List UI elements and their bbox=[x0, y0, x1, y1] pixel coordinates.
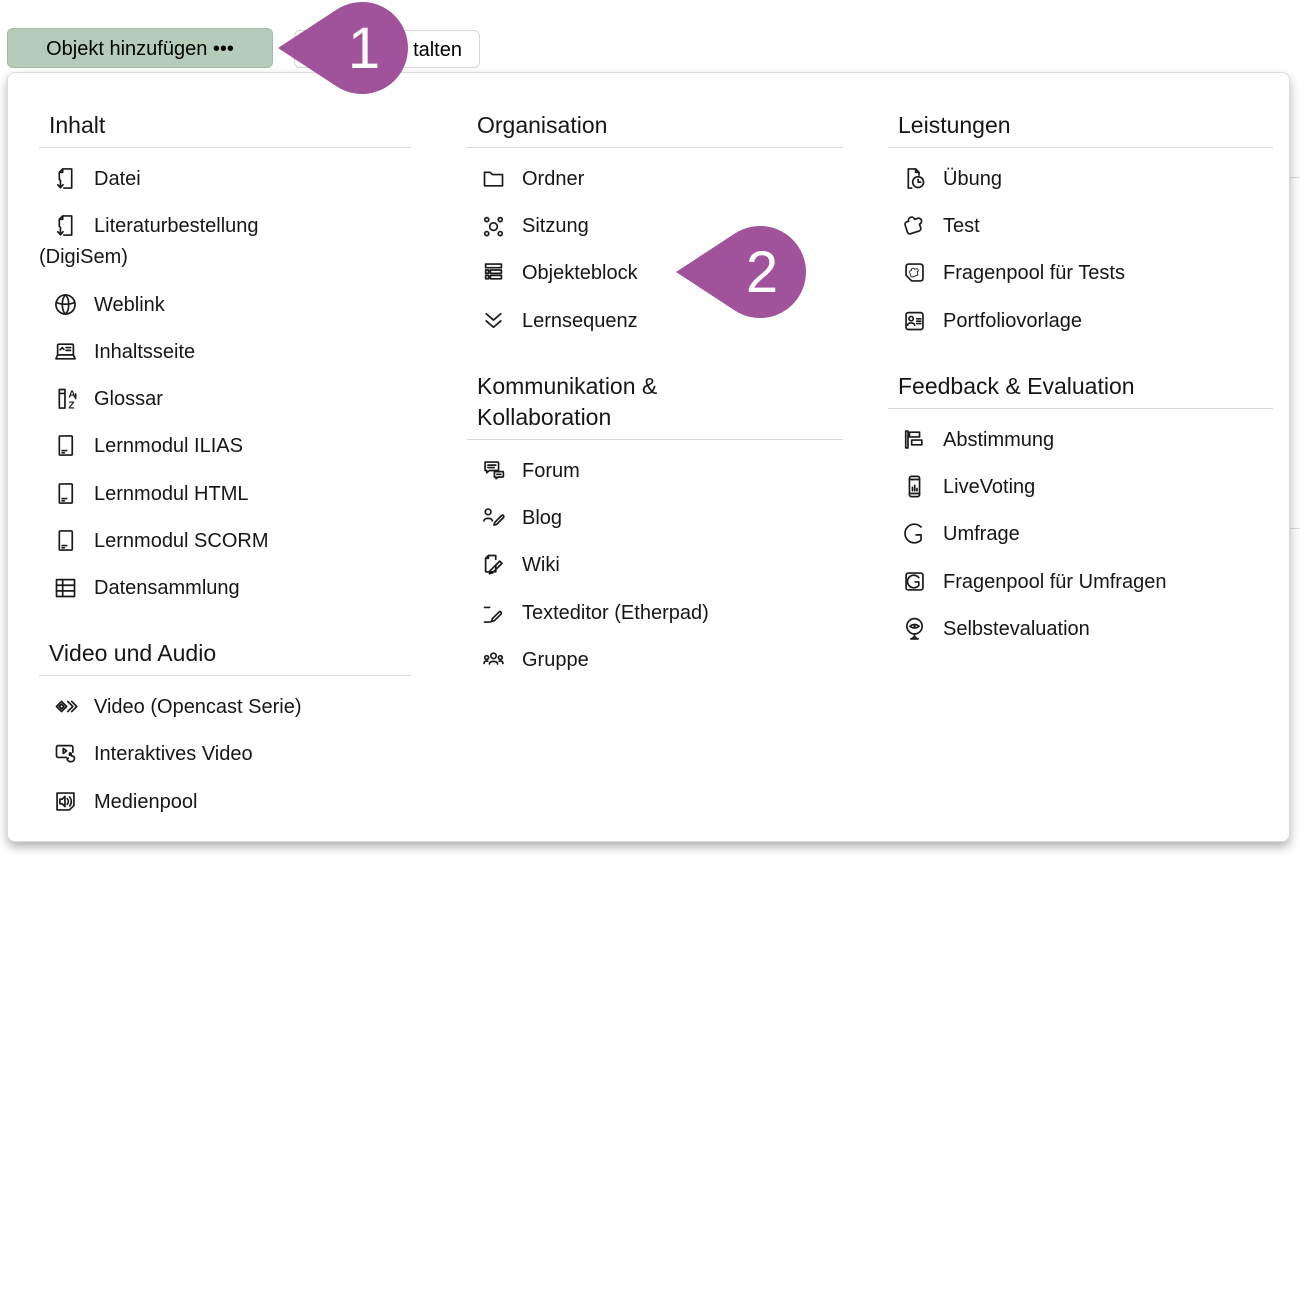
wiki-icon bbox=[480, 551, 507, 578]
menu-item-label: Portfoliovorlage bbox=[943, 309, 1082, 332]
menu-item-label: Sitzung bbox=[522, 215, 589, 238]
file-download-icon bbox=[52, 165, 79, 192]
section-heading: Organisation bbox=[477, 112, 608, 138]
menu-item-inhaltsseite[interactable] bbox=[39, 329, 411, 376]
section-heading: Kommunikation & Kollaboration bbox=[477, 372, 658, 430]
menu-item-uebung[interactable] bbox=[888, 156, 1273, 203]
learning-module-icon bbox=[52, 527, 79, 554]
page-design-button-partial[interactable]: talten bbox=[294, 30, 480, 68]
menu-item-interaktives-video[interactable] bbox=[39, 731, 411, 778]
marker-number: 2 bbox=[745, 240, 779, 305]
menu-item-ordner[interactable] bbox=[467, 156, 843, 203]
menu-column-organisation bbox=[467, 73, 843, 684]
annotation-marker-1 bbox=[278, 2, 410, 96]
question-pool-survey-icon bbox=[901, 568, 928, 595]
menu-column-inhalt bbox=[39, 73, 411, 826]
menu-column-leistungen bbox=[888, 73, 1273, 653]
menu-item-label: Inhaltsseite bbox=[94, 341, 196, 364]
media-pool-icon bbox=[52, 788, 79, 815]
section-inhalt bbox=[39, 110, 411, 612]
menu-item-test[interactable] bbox=[888, 203, 1273, 250]
question-pool-test-icon bbox=[901, 259, 928, 286]
menu-item-video-opencast[interactable] bbox=[39, 684, 411, 731]
menu-item-datensammlung[interactable] bbox=[39, 565, 411, 612]
section-heading: Leistungen bbox=[898, 112, 1011, 138]
etherpad-icon bbox=[480, 599, 507, 626]
section-kommunikation bbox=[467, 371, 843, 684]
menu-item-label: Glossar bbox=[94, 388, 163, 411]
menu-item-label: Fragenpool für Tests bbox=[943, 262, 1125, 285]
menu-item-label: Lernmodul HTML bbox=[94, 482, 249, 505]
menu-item-forum[interactable] bbox=[467, 448, 843, 495]
menu-item-selbstevaluation[interactable] bbox=[888, 606, 1273, 653]
menu-item-label: Lernsequenz bbox=[522, 309, 638, 332]
section-heading: Feedback & Evaluation bbox=[898, 372, 1135, 399]
section-heading: Inhalt bbox=[49, 112, 106, 138]
section-leistungen bbox=[888, 110, 1273, 345]
menu-item-portfoliovorlage[interactable] bbox=[888, 298, 1273, 345]
menu-item-gruppe[interactable] bbox=[467, 637, 843, 684]
menu-item-datei[interactable] bbox=[39, 156, 411, 203]
menu-item-glossar[interactable] bbox=[39, 376, 411, 423]
menu-item-livevoting[interactable] bbox=[888, 464, 1273, 511]
menu-item-label: Weblink bbox=[94, 293, 165, 316]
menu-item-abstimmung[interactable] bbox=[888, 417, 1273, 464]
menu-item-texteditor[interactable] bbox=[467, 590, 843, 637]
blog-icon bbox=[480, 504, 507, 531]
portfolio-template-icon bbox=[901, 307, 928, 334]
menu-item-fragenpool-umfragen[interactable] bbox=[888, 559, 1273, 606]
folder-icon bbox=[480, 165, 507, 192]
globe-icon bbox=[52, 291, 79, 318]
section-video-audio bbox=[39, 638, 411, 826]
poll-icon bbox=[901, 426, 928, 453]
menu-item-label: Lernmodul SCORM bbox=[94, 529, 269, 552]
menu-item-label: Abstimmung bbox=[943, 429, 1055, 452]
learning-module-icon bbox=[52, 480, 79, 507]
menu-item-label: Gruppe bbox=[522, 648, 589, 671]
section-rule bbox=[467, 147, 843, 148]
svg-text:Z: Z bbox=[68, 400, 75, 412]
puzzle-icon bbox=[901, 212, 928, 239]
self-evaluation-icon bbox=[901, 615, 928, 642]
menu-item-label: Umfrage bbox=[943, 523, 1020, 546]
menu-item-blog[interactable] bbox=[467, 495, 843, 542]
object-block-icon bbox=[480, 259, 507, 286]
glossary-icon bbox=[52, 385, 79, 412]
menu-item-label: Blog bbox=[522, 507, 563, 530]
learning-sequence-icon bbox=[480, 307, 507, 334]
menu-item-label: Übung bbox=[943, 168, 1002, 191]
menu-item-umfrage[interactable] bbox=[888, 511, 1273, 558]
menu-item-label: Interaktives Video bbox=[94, 743, 253, 766]
section-rule bbox=[467, 439, 843, 440]
menu-item-label: Medienpool bbox=[94, 790, 198, 813]
menu-item-label: Datei bbox=[94, 168, 141, 191]
menu-item-label: Fragenpool für Umfragen bbox=[943, 570, 1167, 593]
forum-icon bbox=[480, 457, 507, 484]
menu-item-label: Selbstevaluation bbox=[943, 617, 1090, 640]
menu-item-label: Test bbox=[943, 215, 980, 238]
section-heading: Video und Audio bbox=[49, 640, 217, 667]
menu-item-literaturbestellung[interactable] bbox=[39, 203, 334, 281]
menu-item-label: Ordner bbox=[522, 168, 585, 191]
menu-item-label: Texteditor (Etherpad) bbox=[522, 601, 709, 624]
annotation-marker-2 bbox=[676, 226, 808, 320]
menu-item-label: Forum bbox=[522, 460, 580, 483]
group-icon bbox=[480, 646, 507, 673]
menu-item-weblink[interactable] bbox=[39, 282, 411, 329]
menu-item-medienpool[interactable] bbox=[39, 779, 411, 826]
menu-item-lernmodul-scorm[interactable] bbox=[39, 518, 411, 565]
file-download-icon bbox=[52, 212, 79, 239]
learning-module-icon bbox=[52, 432, 79, 459]
menu-item-wiki[interactable] bbox=[467, 542, 843, 589]
menu-item-label: Objekteblock bbox=[522, 262, 638, 285]
section-rule bbox=[39, 675, 411, 676]
interactive-video-icon bbox=[52, 740, 79, 767]
add-object-button[interactable]: Objekt hinzufügen ••• bbox=[7, 28, 273, 68]
survey-icon bbox=[901, 520, 928, 547]
menu-item-lernmodul-ilias[interactable] bbox=[39, 423, 411, 470]
video-series-icon bbox=[52, 693, 79, 720]
section-rule bbox=[888, 408, 1273, 409]
menu-item-label: Datensammlung bbox=[94, 577, 240, 600]
menu-item-label: Literaturbestellung (DigiSem) bbox=[39, 215, 259, 269]
live-voting-icon bbox=[901, 473, 928, 500]
section-rule bbox=[39, 147, 411, 148]
svg-text:A: A bbox=[68, 389, 76, 401]
session-icon bbox=[480, 212, 507, 239]
menu-item-label: Video (Opencast Serie) bbox=[94, 696, 302, 719]
section-feedback bbox=[888, 371, 1273, 653]
menu-item-lernmodul-html[interactable] bbox=[39, 471, 411, 518]
exercise-icon bbox=[901, 165, 928, 192]
marker-number: 1 bbox=[347, 16, 381, 81]
section-rule bbox=[888, 147, 1273, 148]
menu-item-label: Wiki bbox=[522, 554, 560, 577]
menu-item-label: LiveVoting bbox=[943, 476, 1036, 499]
data-table-icon bbox=[52, 574, 79, 601]
menu-item-label: Lernmodul ILIAS bbox=[94, 435, 243, 458]
laptop-page-icon bbox=[52, 338, 79, 365]
menu-item-fragenpool-tests[interactable] bbox=[888, 250, 1273, 297]
add-object-menu bbox=[7, 72, 1290, 842]
